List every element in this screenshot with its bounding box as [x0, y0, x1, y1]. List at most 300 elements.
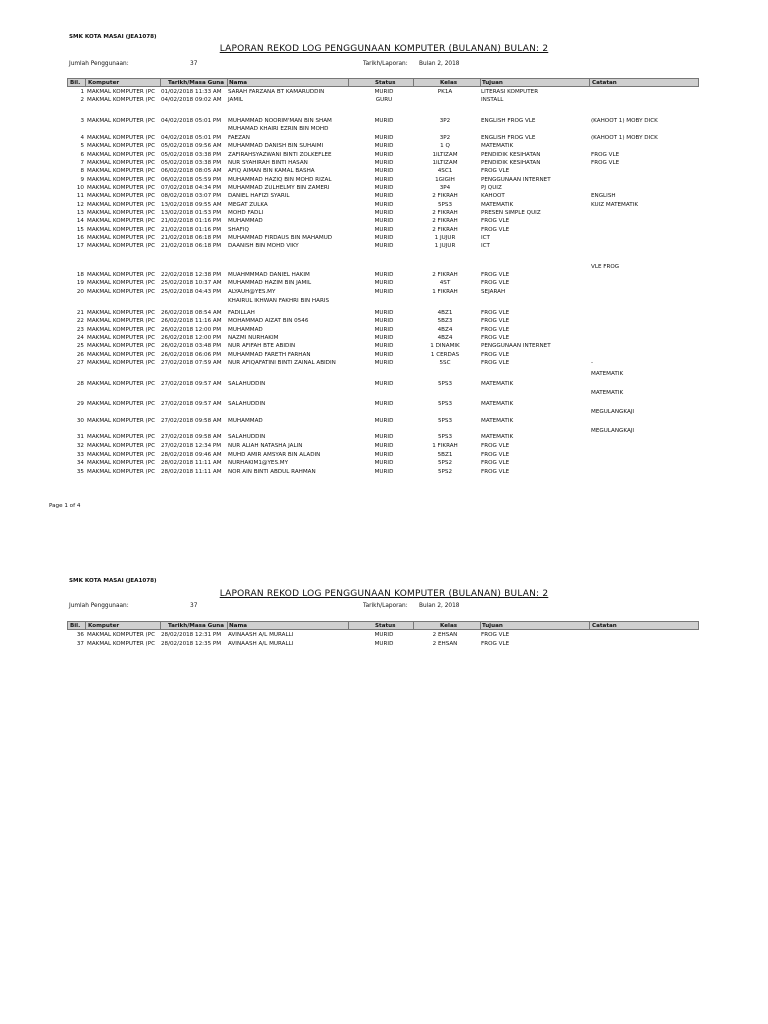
header-tujuan: Tujuan — [482, 623, 503, 629]
cell-nama: DAANISH BIN MOHD VIKY — [228, 243, 299, 249]
cell-catatan: ENGLISH — [591, 193, 616, 199]
cell-catatan: (KAHOOT 1) MOBY DICK — [591, 118, 658, 124]
header-status: Status — [375, 623, 396, 629]
cell-komputer: MAKMAL KOMPUTER (PC — [87, 272, 156, 278]
cell-status: MURID — [374, 352, 394, 358]
cell-tarikh: 27/02/2018 07:59 AM — [161, 360, 222, 366]
table-row — [67, 176, 699, 184]
table-row — [67, 167, 699, 175]
cell-bil: 13 — [76, 210, 84, 216]
tarikh-value: Bulan 2, 2018 — [419, 603, 460, 609]
cell-bil: 29 — [76, 401, 84, 407]
header-komputer: Komputer — [88, 623, 120, 629]
table-row — [67, 234, 699, 242]
table-row — [67, 380, 699, 388]
cell-tujuan: FROG VLE — [481, 272, 510, 278]
cell-status: MURID — [374, 272, 394, 278]
cell-bil: 20 — [76, 289, 84, 295]
cell-bil: 17 — [76, 243, 84, 249]
cell-tarikh: 05/02/2018 09:56 AM — [161, 143, 222, 149]
cell-komputer: MAKMAL KOMPUTER (PC — [87, 352, 156, 358]
cell-komputer: MAKMAL KOMPUTER (PC — [87, 243, 156, 249]
school-name: SMK KOTA MASAI (JEA1078) — [69, 34, 157, 40]
cell-bil: 7 — [80, 160, 84, 166]
cell-status: MURID — [374, 381, 394, 387]
cell-komputer: MAKMAL KOMPUTER (PC — [87, 460, 156, 466]
cell-kelas: 4ST — [439, 280, 451, 286]
cell-nama: NAZMI NURHAKIM — [228, 335, 279, 341]
header-bil: Bil. — [70, 80, 81, 86]
jumlah-value: 37 — [190, 603, 198, 609]
cell-bil: 8 — [80, 168, 84, 174]
cell-kelas: 2 FIKRAH — [432, 218, 458, 224]
cell-bil: 22 — [76, 318, 84, 324]
cell-tarikh: 21/02/2018 06:18 PM — [161, 235, 222, 241]
cell-tarikh: 22/02/2018 12:38 PM — [161, 272, 222, 278]
cell-tarikh: 07/02/2018 04:34 PM — [161, 185, 222, 191]
jumlah-label: Jumlah Penggunaan: — [69, 61, 129, 67]
table-row — [67, 317, 699, 325]
cell-tujuan: PENGGUNAAN INTERNET — [481, 343, 551, 349]
cell-status: MURID — [374, 135, 394, 141]
cell-tarikh: 06/02/2018 08:05 AM — [161, 168, 222, 174]
cell-tarikh: 27/02/2018 09:57 AM — [161, 381, 222, 387]
table-row-continuation — [67, 370, 699, 378]
table-row — [67, 159, 699, 167]
cell-status: MURID — [374, 452, 394, 458]
cell-komputer: MAKMAL KOMPUTER (PC — [87, 118, 156, 124]
cell-kelas: 5SC — [439, 360, 451, 366]
cell-kelas: 1 JUJUR — [434, 235, 456, 241]
cell-komputer: MAKMAL KOMPUTER (PC — [87, 318, 156, 324]
cell-tarikh: 26/02/2018 08:54 AM — [161, 310, 222, 316]
cell-nama: MUHAMMAD DANISH BIN SUHAIMI — [228, 143, 324, 149]
cell-tujuan: FROG VLE — [481, 443, 510, 449]
cell-kelas: 5PS3 — [437, 401, 453, 407]
cell-nama: SHAFIQ — [228, 227, 249, 233]
cell-tarikh: 28/02/2018 11:11 AM — [161, 460, 222, 466]
cell-tujuan: KAHOOT — [481, 193, 505, 199]
cell-kelas: 5PS2 — [437, 469, 453, 475]
cell-tarikh: 08/02/2018 03:07 PM — [161, 193, 222, 199]
cell-bil: 4 — [80, 135, 84, 141]
cell-komputer: MAKMAL KOMPUTER (PC — [87, 401, 156, 407]
cell-komputer: MAKMAL KOMPUTER (PC — [87, 210, 156, 216]
cell-tujuan: LITERASI KOMPUTER — [481, 89, 539, 95]
cell-tujuan: FROG VLE — [481, 452, 510, 458]
header-tujuan: Tujuan — [482, 80, 503, 86]
cell-tarikh: 26/02/2018 11:16 AM — [161, 318, 222, 324]
cell-nama: MUHAMMAD HAZIQ BIN MOHD RIZAL — [228, 177, 332, 183]
cell-bil: 35 — [76, 469, 84, 475]
table-row-continuation — [67, 427, 699, 435]
cell-tujuan: FROG VLE — [481, 318, 510, 324]
cell-tujuan: ENGLISH FROG VLE — [481, 135, 536, 141]
cell-nama: SALAHUDDIN — [228, 434, 266, 440]
cell-komputer: MAKMAL KOMPUTER (PC — [87, 434, 156, 440]
cell-status: MURID — [374, 210, 394, 216]
cell-status: MURID — [374, 177, 394, 183]
table-row — [67, 334, 699, 342]
cell-tujuan: FROG VLE — [481, 310, 510, 316]
cell-bil: 25 — [76, 343, 84, 349]
cell-nama: MUHAMMAD — [228, 418, 263, 424]
table-row — [67, 88, 699, 96]
cell-kelas: 2 EHSAN — [432, 632, 458, 638]
cell-bil: 11 — [76, 193, 84, 199]
cell-komputer: MAKMAL KOMPUTER (PC — [87, 193, 156, 199]
cell-bil: 28 — [76, 381, 84, 387]
cell-status: MURID — [374, 168, 394, 174]
cell-bil: 21 — [76, 310, 84, 316]
table-row — [67, 400, 699, 408]
cell-bil: 14 — [76, 218, 84, 224]
table-row — [67, 288, 699, 296]
cell-komputer: MAKMAL KOMPUTER (PC — [87, 452, 156, 458]
cell-tujuan: PENDIDIK KESIHATAN — [481, 152, 541, 158]
cell-komputer: MAKMAL KOMPUTER (PC — [87, 289, 156, 295]
cell-bil: 3 — [80, 118, 84, 124]
cell-bil: 18 — [76, 272, 84, 278]
cell-nama: SALAHUDDIN — [228, 381, 266, 387]
cell-status: MURID — [374, 152, 394, 158]
cell-kelas: 3P4 — [439, 185, 451, 191]
cell-tujuan: PJ QUIZ — [481, 185, 502, 191]
cell-komputer: MAKMAL KOMPUTER (PC — [87, 135, 156, 141]
cell-status: MURID — [374, 318, 394, 324]
cell-nama: SALAHUDDIN — [228, 401, 266, 407]
cell-catatan: (KAHOOT 1) MOBY DICK — [591, 135, 658, 141]
cell-komputer: MAKMAL KOMPUTER (PC — [87, 89, 156, 95]
cell-komputer: MAKMAL KOMPUTER (PC — [87, 360, 156, 366]
tarikh-label: Tarikh/Laporan: — [363, 603, 408, 609]
cell-kelas: 1 CERDAS — [430, 352, 460, 358]
table-header — [67, 621, 699, 630]
cell-komputer: MAKMAL KOMPUTER (PC — [87, 469, 156, 475]
table-row-continuation — [67, 125, 699, 133]
page-number: Page 1 of 4 — [49, 503, 81, 509]
table-row-continuation — [67, 297, 699, 305]
cell-status: MURID — [374, 185, 394, 191]
header-nama: Nama — [229, 80, 248, 86]
cell-catatan: FROG VLE — [591, 160, 620, 166]
header-catatan: Catatan — [592, 623, 617, 629]
cell-status: GURU — [375, 97, 393, 103]
cell-status: MURID — [374, 335, 394, 341]
cell-komputer: MAKMAL KOMPUTER (PC — [87, 280, 156, 286]
cell-kelas: 4BZ1 — [437, 310, 453, 316]
cell-nama: AVINAASH A/L MURALLI — [228, 641, 294, 647]
cell-komputer: MAKMAL KOMPUTER (PC — [87, 202, 156, 208]
cell-kelas: PK1A — [437, 89, 453, 95]
cell-kelas: 3P2 — [439, 135, 451, 141]
cell-tujuan: PENGGUNAAN INTERNET — [481, 177, 551, 183]
cell-nama: MUHD AMIR AMSYAR BIN ALADIN — [228, 452, 321, 458]
cell-kelas: 2 FIKRAH — [432, 193, 458, 199]
cell-bil: 27 — [76, 360, 84, 366]
cell-status: MURID — [374, 360, 394, 366]
cell-nama: MUHAMMAD FIRDAUS BIN MAHAMUD — [228, 235, 333, 241]
cell-kelas: 1ILTIZAM — [432, 160, 458, 166]
cell-tarikh: 05/02/2018 03:38 PM — [161, 160, 222, 166]
header-catatan: Catatan — [592, 80, 617, 86]
cell-status: MURID — [374, 89, 394, 95]
table-row — [67, 279, 699, 287]
cell-bil: 10 — [76, 185, 84, 191]
cell-nama: MOHD FADLI — [228, 210, 264, 216]
cell-status: MURID — [374, 289, 394, 295]
cell-tujuan: FROG VLE — [481, 218, 510, 224]
cell-kelas: 4BZ4 — [437, 327, 453, 333]
cell-status: MURID — [374, 327, 394, 333]
cell-nama: MOHAMMAD AIZAT BIN 0546 — [228, 318, 309, 324]
cell-tujuan: PRESEN SIMPLE QUIZ — [481, 210, 541, 216]
cell-komputer: MAKMAL KOMPUTER (PC — [87, 168, 156, 174]
cell-nama: NURHAKIM1@YES.MY — [228, 460, 289, 466]
table-row — [67, 192, 699, 200]
cell-kelas: 5BZ1 — [437, 452, 453, 458]
cell-status: MURID — [374, 401, 394, 407]
table-row — [67, 442, 699, 450]
cell-tarikh: 01/02/2018 11:33 AM — [161, 89, 222, 95]
table-row — [67, 209, 699, 217]
cell-komputer: MAKMAL KOMPUTER (PC — [87, 227, 156, 233]
cell-catatan: MEGULANGKAJI — [591, 428, 635, 434]
cell-bil: 26 — [76, 352, 84, 358]
cell-tujuan: MATEMATIK — [481, 418, 514, 424]
cell-komputer: MAKMAL KOMPUTER (PC — [87, 335, 156, 341]
cell-nama: KHAIRUL IKHWAN FAKHRI BIN HARIS — [228, 298, 330, 304]
cell-status: MURID — [374, 202, 394, 208]
cell-tarikh: 28/02/2018 12:31 PM — [161, 632, 222, 638]
cell-komputer: MAKMAL KOMPUTER (PC — [87, 443, 156, 449]
table-row — [67, 631, 699, 639]
cell-status: MURID — [374, 434, 394, 440]
cell-komputer: MAKMAL KOMPUTER (PC — [87, 235, 156, 241]
cell-tujuan: MATEMATIK — [481, 381, 514, 387]
cell-bil: 30 — [76, 418, 84, 424]
cell-nama: MUHAMMAD ZULHELMY BIN ZAMERI — [228, 185, 330, 191]
table-row — [67, 217, 699, 225]
cell-nama: ALYAUH@YES.MY — [228, 289, 276, 295]
table-row — [67, 459, 699, 467]
cell-tujuan: FROG VLE — [481, 335, 510, 341]
table-row — [67, 351, 699, 359]
cell-tujuan: MATEMATIK — [481, 143, 514, 149]
cell-catatan: KUIZ MATEMATIK — [591, 202, 638, 208]
cell-status: MURID — [374, 343, 394, 349]
cell-komputer: MAKMAL KOMPUTER (PC — [87, 160, 156, 166]
table-row — [67, 142, 699, 150]
cell-catatan: MATEMATIK — [591, 371, 624, 377]
cell-komputer: MAKMAL KOMPUTER (PC — [87, 185, 156, 191]
table-row — [67, 640, 699, 648]
cell-bil: 34 — [76, 460, 84, 466]
header-komputer: Komputer — [88, 80, 120, 86]
cell-komputer: MAKMAL KOMPUTER (PC — [87, 152, 156, 158]
cell-kelas: 5PS2 — [437, 460, 453, 466]
cell-status: MURID — [374, 460, 394, 466]
cell-tarikh: 05/02/2018 03:38 PM — [161, 152, 222, 158]
cell-bil: 12 — [76, 202, 84, 208]
cell-status: MURID — [374, 235, 394, 241]
cell-tarikh: 27/02/2018 09:57 AM — [161, 401, 222, 407]
cell-bil: 19 — [76, 280, 84, 286]
cell-nama: MUAHMMMAD DANIEL HAKIM — [228, 272, 310, 278]
cell-kelas: 5PS3 — [437, 202, 453, 208]
cell-tarikh: 13/02/2018 01:53 PM — [161, 210, 222, 216]
header-nama: Nama — [229, 623, 248, 629]
cell-tujuan: FROG VLE — [481, 460, 510, 466]
jumlah-label: Jumlah Penggunaan: — [69, 603, 129, 609]
cell-tujuan: MATEMATIK — [481, 401, 514, 407]
cell-bil: 5 — [80, 143, 84, 149]
cell-tujuan: FROG VLE — [481, 632, 510, 638]
table-row — [67, 134, 699, 142]
cell-kelas: 4SC1 — [437, 168, 453, 174]
cell-status: MURID — [374, 641, 394, 647]
cell-tujuan: ICT — [481, 243, 490, 249]
cell-bil: 36 — [76, 632, 84, 638]
cell-tarikh: 27/02/2018 12:34 PM — [161, 443, 222, 449]
cell-tarikh: 28/02/2018 09:46 AM — [161, 452, 222, 458]
cell-komputer: MAKMAL KOMPUTER (PC — [87, 177, 156, 183]
cell-nama: AFIQ AIMAN BIN KAMAL BASHA — [228, 168, 315, 174]
tarikh-label: Tarikh/Laporan: — [363, 61, 408, 67]
cell-tarikh: 04/02/2018 05:01 PM — [161, 135, 222, 141]
header-status: Status — [375, 80, 396, 86]
cell-komputer: MAKMAL KOMPUTER (PC — [87, 343, 156, 349]
cell-nama: MUHAMMAD HAZIM BIN JAMIL — [228, 280, 312, 286]
table-row — [67, 151, 699, 159]
table-row — [67, 326, 699, 334]
header-kelas: Kelas — [440, 623, 458, 629]
cell-tarikh: 27/02/2018 09:58 AM — [161, 418, 222, 424]
table-row — [67, 96, 699, 104]
cell-status: MURID — [374, 310, 394, 316]
cell-catatan: - — [591, 360, 594, 366]
cell-tujuan: INSTALL — [481, 97, 504, 103]
cell-komputer: MAKMAL KOMPUTER (PC — [87, 632, 156, 638]
cell-kelas: 1 JUJUR — [434, 243, 456, 249]
cell-komputer: MAKMAL KOMPUTER (PC — [87, 327, 156, 333]
cell-nama: JAMIL — [228, 97, 243, 103]
cell-tarikh: 27/02/2018 09:58 AM — [161, 434, 222, 440]
cell-bil: 9 — [80, 177, 84, 183]
cell-status: MURID — [374, 143, 394, 149]
cell-tujuan: ENGLISH FROG VLE — [481, 118, 536, 124]
table-row — [67, 359, 699, 367]
table-row — [67, 117, 699, 125]
cell-nama: MEGAT ZULKA — [228, 202, 268, 208]
cell-kelas: 5PS3 — [437, 418, 453, 424]
cell-bil: 33 — [76, 452, 84, 458]
cell-nama: MUHAMMAD NOORIM'MAN BIN SHAM — [228, 118, 332, 124]
tarikh-value: Bulan 2, 2018 — [419, 61, 460, 67]
cell-tarikh: 04/02/2018 05:01 PM — [161, 118, 222, 124]
cell-tarikh: 26/02/2018 06:06 PM — [161, 352, 222, 358]
cell-status: MURID — [374, 193, 394, 199]
table-row — [67, 451, 699, 459]
cell-kelas: 5PS3 — [437, 381, 453, 387]
cell-status: MURID — [374, 632, 394, 638]
cell-komputer: MAKMAL KOMPUTER (PC — [87, 310, 156, 316]
header-tarikh: Tarikh/Masa Guna — [168, 80, 225, 86]
cell-nama: MUHAMMAD — [228, 327, 263, 333]
cell-bil: 16 — [76, 235, 84, 241]
cell-tarikh: 28/02/2018 12:35 PM — [161, 641, 222, 647]
cell-tujuan: ICT — [481, 235, 490, 241]
cell-komputer: MAKMAL KOMPUTER (PC — [87, 143, 156, 149]
cell-kelas: 3P2 — [439, 118, 451, 124]
cell-nama: FAEZAN — [228, 135, 250, 141]
header-kelas: Kelas — [440, 80, 458, 86]
cell-kelas: 2 EHSAN — [432, 641, 458, 647]
cell-kelas: 1 FIKRAH — [432, 289, 458, 295]
cell-kelas: 5PS3 — [437, 434, 453, 440]
cell-komputer: MAKMAL KOMPUTER (PC — [87, 418, 156, 424]
cell-tujuan: FROG VLE — [481, 360, 510, 366]
cell-status: MURID — [374, 280, 394, 286]
cell-nama: AVINAASH A/L MURALLI — [228, 632, 294, 638]
cell-kelas: 1 DINAMIK — [430, 343, 460, 349]
table-row-continuation — [67, 408, 699, 416]
cell-kelas: 1 Q — [440, 143, 450, 149]
cell-catatan: FROG VLE — [591, 152, 620, 158]
cell-kelas: 2 FIKRAH — [432, 210, 458, 216]
cell-bil: 37 — [76, 641, 84, 647]
cell-nama: DANIEL HAFIZI SYARIL — [228, 193, 290, 199]
cell-komputer: MAKMAL KOMPUTER (PC — [87, 218, 156, 224]
cell-tujuan: FROG VLE — [481, 280, 510, 286]
cell-tujuan: SEJARAH — [481, 289, 506, 295]
table-row — [67, 242, 699, 250]
header-bil: Bil. — [70, 623, 81, 629]
cell-status: MURID — [374, 227, 394, 233]
cell-tujuan: FROG VLE — [481, 327, 510, 333]
cell-bil: 32 — [76, 443, 84, 449]
cell-nama: SARAH FARZANA BT KAMARUDDIN — [228, 89, 325, 95]
table-row — [67, 468, 699, 476]
cell-nama: ZAFIRAHSYAZWANI BINTI ZOLKEFLEE — [228, 152, 332, 158]
header-tarikh: Tarikh/Masa Guna — [168, 623, 225, 629]
cell-nama: NOR AIN BINTI ABDUL RAHMAN — [228, 469, 316, 475]
cell-bil: 6 — [80, 152, 84, 158]
cell-tarikh: 04/02/2018 09:02 AM — [161, 97, 222, 103]
cell-nama: NUR AFIFAH BTE ABIDIN — [228, 343, 296, 349]
cell-tujuan: MATEMATIK — [481, 434, 514, 440]
cell-status: MURID — [374, 243, 394, 249]
cell-kelas: 2 FIKRAH — [432, 227, 458, 233]
cell-nama: NUR SYAHIRAH BINTI HASAN — [228, 160, 308, 166]
cell-tujuan: FROG VLE — [481, 469, 510, 475]
table-row — [67, 201, 699, 209]
cell-tarikh: 25/02/2018 04:43 PM — [161, 289, 222, 295]
cell-tujuan: FROG VLE — [481, 227, 510, 233]
cell-tujuan: FROG VLE — [481, 641, 510, 647]
cell-tarikh: 26/02/2018 03:48 PM — [161, 343, 222, 349]
cell-status: MURID — [374, 469, 394, 475]
cell-bil: 1 — [80, 89, 84, 95]
cell-tarikh: 26/02/2018 12:00 PM — [161, 335, 222, 341]
cell-komputer: MAKMAL KOMPUTER (PC — [87, 641, 156, 647]
cell-kelas: 1GIGIH — [435, 177, 455, 183]
cell-status: MURID — [374, 443, 394, 449]
cell-nama: NUR AFIQAFATINI BINTI ZAINAL ABIDIN — [228, 360, 336, 366]
jumlah-value: 37 — [190, 61, 198, 67]
cell-kelas: 1ILTIZAM — [432, 152, 458, 158]
table-row-continuation — [67, 263, 699, 271]
